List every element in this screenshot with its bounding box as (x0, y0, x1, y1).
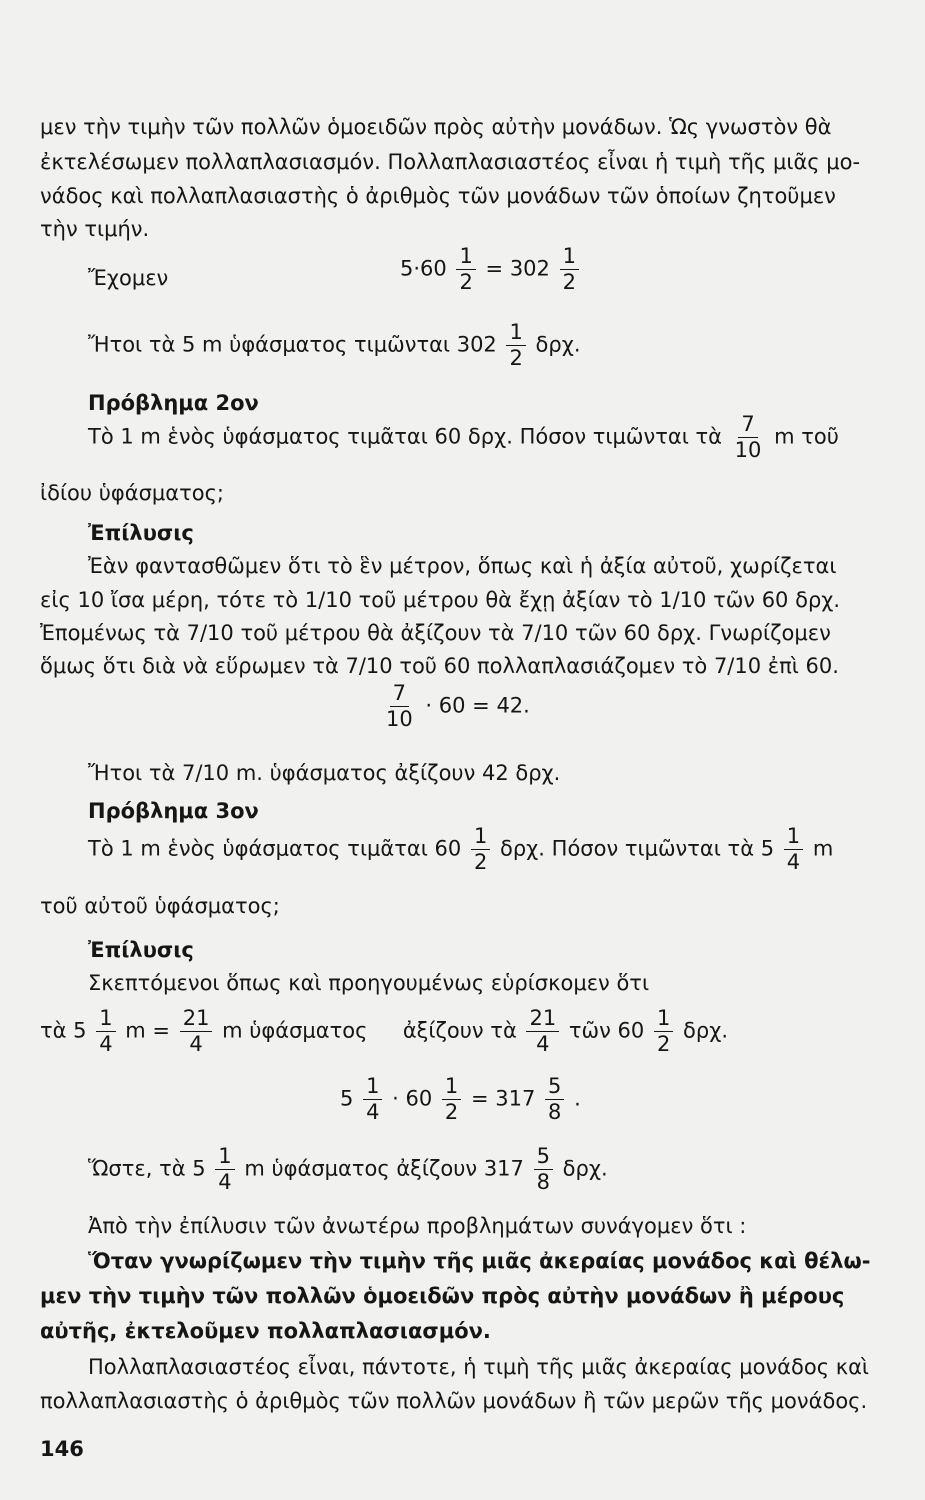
problem2-result: Ἤτοι τὰ 7/10 m. ὑφάσματος ἀξίζουν 42 δρχ. (88, 761, 561, 785)
eqA-fraction-4: $\frac{1}{2}$ (654, 1008, 673, 1055)
problem2-line-1-end: m τοῦ (774, 424, 839, 449)
problem2-solution-line-3: Ἐπομένως τὰ 7/10 τοῦ μέτρου θὰ ἀξίζουν τὰ 7/10 τῶν 60 δρχ. Γνωρίζομεν (40, 621, 831, 645)
problem3-line-1-middle: δρχ. Πόσον τιμῶνται τὰ 5 (500, 836, 775, 861)
result1-fraction: $\frac{1}{2}$ (506, 322, 525, 369)
problem3-line-1 (88, 826, 833, 873)
page-number: 146 (40, 1437, 84, 1461)
problem3-equation-b (340, 1076, 581, 1123)
calc1-label: Ἔχομεν (88, 266, 169, 290)
problem2-solution-line-4: ὅμως ὅτι διὰ νὰ εὕρωμεν τὰ 7/10 τοῦ 60 πολλαπλασιάζομεν τὸ 7/10 ἐπὶ 60. (40, 654, 839, 678)
problem3-title: Πρόβλημα 3ον (88, 799, 259, 823)
eqB-part-c: = 317 (470, 1086, 536, 1111)
problem3-solution-line-1: Σκεπτόμενοι ὅπως καὶ προηγουμένως εὑρίσκομεν ὅτι (88, 971, 650, 995)
calc1-equals: = (485, 256, 504, 281)
calc1-equation (400, 246, 582, 293)
problem2-equation (380, 683, 530, 730)
eqB-fraction-3: $\frac{5}{8}$ (545, 1076, 564, 1123)
eqA-part-d: ἀξίζουν τὰ (402, 1018, 517, 1043)
problem2-fraction: $\frac{7}{10}$ (734, 412, 762, 462)
conclusion-final-line-1: Πολλαπλασιαστέος εἶναι, πάντοτε, ἡ τιμὴ τῆς μιᾶς ἀκεραίας μονάδος καὶ (88, 1355, 870, 1379)
result3-fraction-2: $\frac{5}{8}$ (534, 1146, 553, 1193)
intro-line-2: ἐκτελέσωμεν πολλαπλασιασμόν. Πολλαπλασιαστέος εἶναι ἡ τιμὴ τῆς μιᾶς μο- (40, 150, 861, 174)
eqA-fraction-3: $\frac{21}{4}$ (526, 1008, 559, 1055)
eqA-part-f: δρχ. (683, 1018, 728, 1043)
problem3-line-1-end: m (812, 836, 834, 861)
intro-line-1: μεν τὴν τιμὴν τῶν πολλῶν ὁμοειδῶν πρὸς αὐτὴν μονάδων. Ὡς γνωστὸν θὰ (40, 115, 832, 139)
problem2-line-1 (88, 414, 839, 461)
intro-line-4: τὴν τιμήν. (40, 217, 150, 241)
calc1-fraction-1: $\frac{1}{2}$ (456, 246, 475, 293)
eqA-part-b: m = (125, 1018, 171, 1043)
conclusion-final-line-2: πολλαπλασιαστὴς ὁ ἀριθμὸς τῶν πολλῶν μονάδων ἢ τῶν μερῶν τῆς μονάδος. (40, 1389, 868, 1413)
problem3-equation-a (40, 1008, 728, 1055)
eqB-fraction-2: $\frac{1}{2}$ (442, 1076, 461, 1123)
problem3-solution-title: Ἐπίλυσις (88, 938, 194, 962)
problem2-solution-line-2: εἰς 10 ἴσα μέρη, τότε τὸ 1/10 τοῦ μέτρου θὰ ἔχῃ ἀξίαν τὸ 1/10 τῶν 60 δρχ. (40, 588, 841, 612)
problem3-line-2: τοῦ αὐτοῦ ὑφάσματος; (40, 894, 280, 918)
eqA-fraction-1: $\frac{1}{4}$ (96, 1008, 115, 1055)
eqB-part-b: · 60 (392, 1086, 433, 1111)
problem3-fraction-2: $\frac{1}{4}$ (784, 826, 803, 873)
conclusion-rule-line-1: Ὅταν γνωρίζωμεν τὴν τιμὴν τῆς μιᾶς ἀκεραίας μονάδος καὶ θέλω- (88, 1249, 871, 1273)
problem2-line-1-text: Τὸ 1 m ἑνὸς ὑφάσματος τιμᾶται 60 δρχ. Πόσον τιμῶνται τὰ (88, 424, 722, 449)
problem2-line-2: ἰδίου ὑφάσματος; (40, 481, 224, 505)
problem2-solution-title: Ἐπίλυσις (88, 521, 194, 545)
eqA-part-c: m ὑφάσματος (222, 1018, 368, 1043)
problem2-equation-rest: · 60 = 42. (425, 693, 530, 718)
result3-fraction-1: $\frac{1}{4}$ (215, 1146, 234, 1193)
calc1-lhs: 5·60 (400, 256, 447, 281)
conclusion-intro: Ἀπὸ τὴν ἐπίλυσιν τῶν ἀνωτέρω προβλημάτων συνάγομεν ὅτι : (88, 1214, 747, 1238)
result3-part-b: m ὑφάσματος ἀξίζουν 317 (244, 1156, 524, 1181)
result1-unit: δρχ. (535, 332, 581, 357)
intro-line-3: νάδος καὶ πολλαπλασιαστὴς ὁ ἀριθμὸς τῶν μονάδων τῶν ὁποίων ζητοῦμεν (40, 184, 836, 208)
eqA-fraction-2: $\frac{21}{4}$ (180, 1008, 213, 1055)
eqA-part-e: τῶν 60 (568, 1018, 645, 1043)
calc1-fraction-2: $\frac{1}{2}$ (560, 246, 579, 293)
result1-line (88, 322, 581, 369)
problem2-title: Πρόβλημα 2ον (88, 391, 259, 415)
result3-part-c: δρχ. (562, 1156, 608, 1181)
result1-text: Ἤτοι τὰ 5 m ὑφάσματος τιμῶνται 302 (88, 332, 497, 357)
eqA-part-a: τὰ 5 (40, 1018, 87, 1043)
problem2-equation-fraction: $\frac{7}{10}$ (386, 681, 413, 731)
eqB-fraction-1: $\frac{1}{4}$ (363, 1076, 382, 1123)
result3-part-a: Ὥστε, τὰ 5 (88, 1156, 206, 1181)
conclusion-rule-line-3: αὐτῆς, ἐκτελοῦμεν πολλαπλασιασμόν. (40, 1319, 491, 1343)
problem3-result (88, 1146, 608, 1193)
conclusion-rule-line-2: μεν τὴν τιμὴν τῶν πολλῶν ὁμοειδῶν πρὸς αὐτὴν μονάδων ἢ μέρους (40, 1284, 845, 1308)
eqB-part-a: 5 (340, 1086, 354, 1111)
calc1-rhs: 302 (509, 256, 550, 281)
problem2-solution-line-1: Ἐὰν φαντασθῶμεν ὅτι τὸ ἓν μέτρον, ὅπως καὶ ἡ ἀξία αὐτοῦ, χωρίζεται (88, 554, 837, 578)
eqB-part-d: . (574, 1086, 581, 1111)
problem3-fraction-1: $\frac{1}{2}$ (471, 826, 490, 873)
problem3-line-1-text: Τὸ 1 m ἑνὸς ὑφάσματος τιμᾶται 60 (88, 836, 462, 861)
